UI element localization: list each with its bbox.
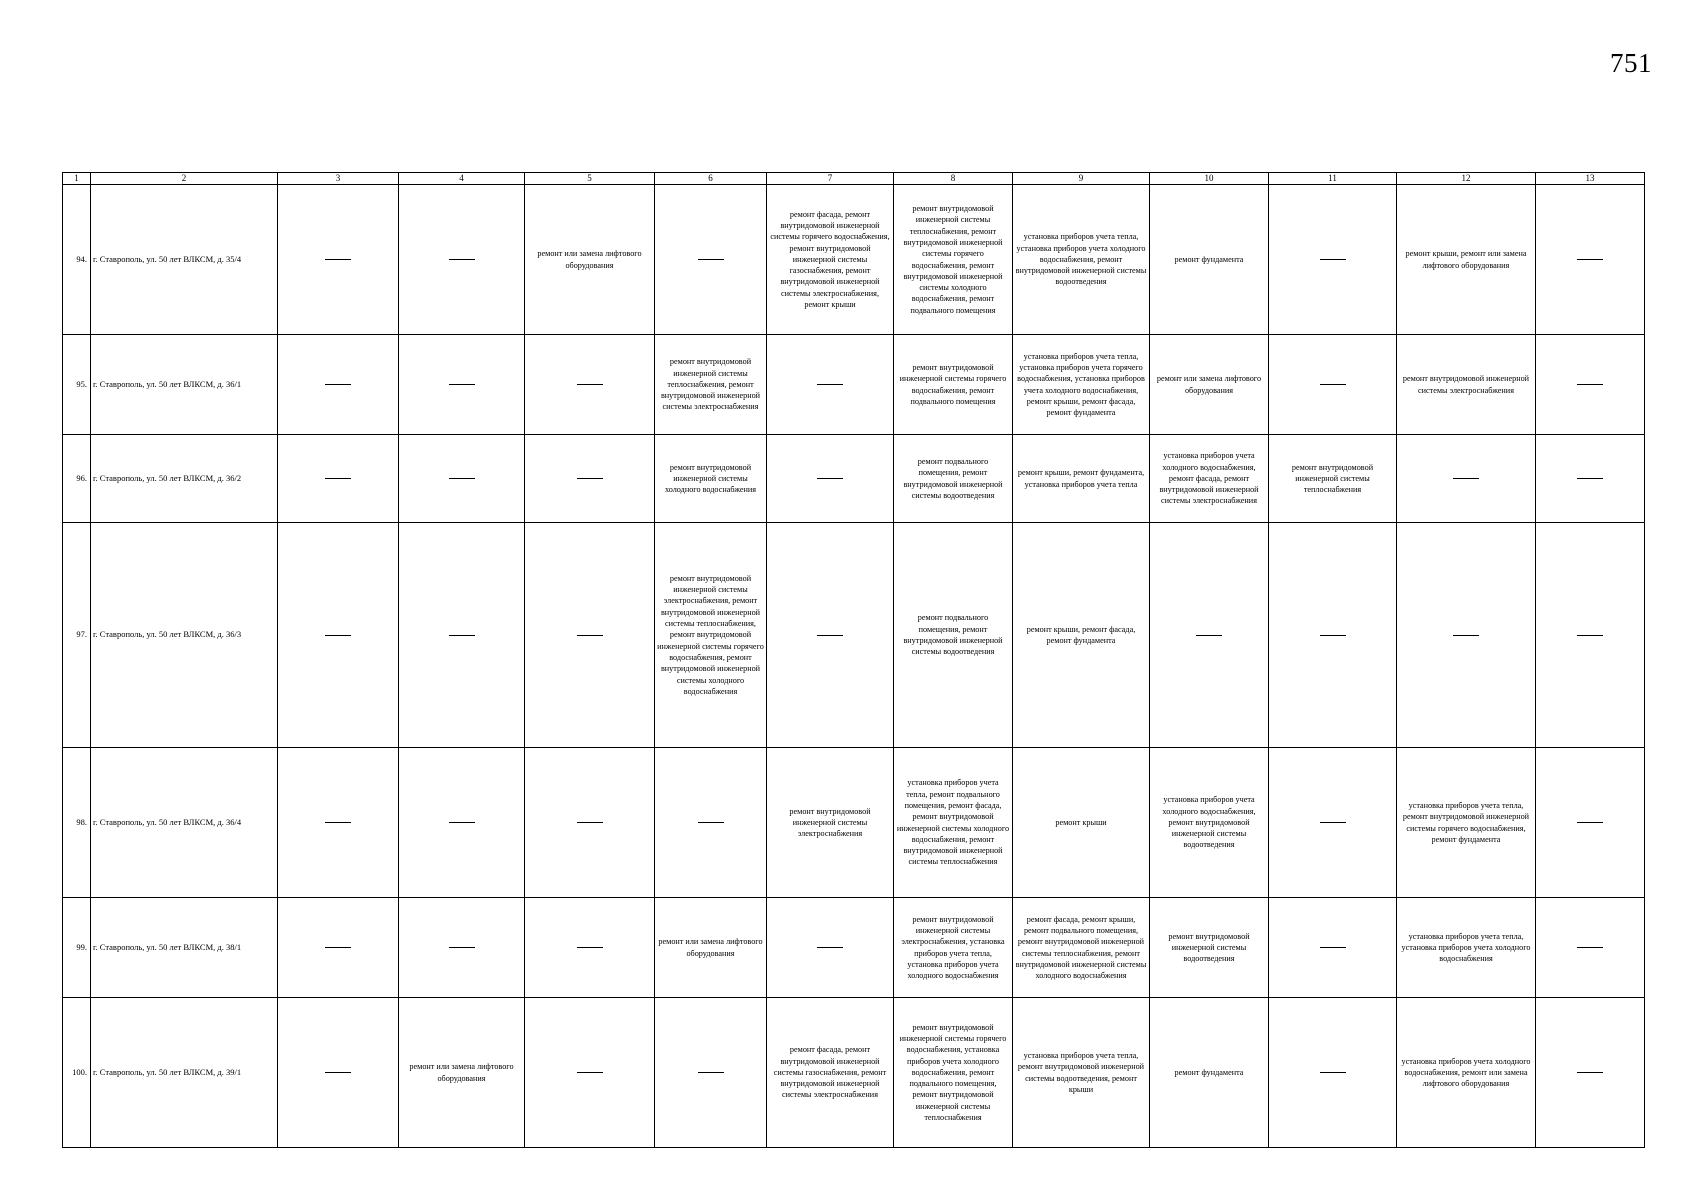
- dash-mark: [698, 822, 724, 823]
- work-cell: ремонт фундамента: [1150, 185, 1269, 335]
- work-cell: ремонт внутридомовой инженерной системы теплоснабжения: [1269, 435, 1397, 523]
- dash-mark: [325, 947, 351, 948]
- dash-mark: [325, 822, 351, 823]
- empty-cell: [1269, 335, 1397, 435]
- empty-cell: [1269, 748, 1397, 898]
- work-cell: ремонт крыши, ремонт фасада, ремонт фундамента: [1013, 523, 1150, 748]
- work-cell: ремонт внутридомовой инженерной системы электроснабжения, ремонт внутридомовой инженерной системы теплоснабжения, ремонт внутридомовой инженерной системы горячего водоснабжения, ремонт внутридомовой инженерной системы холодного водоснабжения: [655, 523, 767, 748]
- empty-cell: [767, 523, 894, 748]
- row-number: 95.: [63, 335, 91, 435]
- work-cell: ремонт внутридомовой инженерной системы электроснабжения: [1397, 335, 1536, 435]
- dash-mark: [1577, 822, 1603, 823]
- work-cell: ремонт фасада, ремонт крыши, ремонт подвального помещения, ремонт внутридомовой инженерной системы теплоснабжения, ремонт внутридомовой инженерной системы холодного водоснабжения: [1013, 898, 1150, 998]
- empty-cell: [278, 998, 399, 1148]
- work-cell: установка приборов учета холодного водоснабжения, ремонт фасада, ремонт внутридомовой инженерной системы электроснабжения: [1150, 435, 1269, 523]
- column-header: 4: [399, 173, 525, 185]
- empty-cell: [1536, 435, 1645, 523]
- dash-mark: [325, 1072, 351, 1073]
- table-row: [63, 998, 1645, 1148]
- column-header: 11: [1269, 173, 1397, 185]
- work-cell: ремонт внутридомовой инженерной системы теплоснабжения, ремонт внутридомовой инженерной системы электроснабжения: [655, 335, 767, 435]
- page-number: 751: [1610, 48, 1652, 78]
- work-cell: ремонт фасада, ремонт внутридомовой инженерной системы горячего водоснабжения, ремонт внутридомовой инженерной системы газоснабжения, ремонт внутридомовой инженерной системы электроснабжения, ремонт крыши: [767, 185, 894, 335]
- dash-mark: [698, 1072, 724, 1073]
- empty-cell: [767, 335, 894, 435]
- dash-mark: [325, 259, 351, 260]
- dash-mark: [577, 947, 603, 948]
- empty-cell: [399, 435, 525, 523]
- work-cell: установка приборов учета тепла, установка приборов учета горячего водоснабжения, установка приборов учета холодного водоснабжения, ремонт крыши, ремонт фасада, ремонт фундамента: [1013, 335, 1150, 435]
- dash-mark: [817, 478, 843, 479]
- work-cell: ремонт или замена лифтового оборудования: [655, 898, 767, 998]
- column-header: 12: [1397, 173, 1536, 185]
- dash-mark: [1577, 947, 1603, 948]
- row-number: 98.: [63, 748, 91, 898]
- address-cell: г. Ставрополь, ул. 50 лет ВЛКСМ, д. 36/2: [91, 435, 278, 523]
- dash-mark: [1320, 259, 1346, 260]
- address-cell: г. Ставрополь, ул. 50 лет ВЛКСМ, д. 36/4: [91, 748, 278, 898]
- dash-mark: [1577, 259, 1603, 260]
- work-cell: ремонт или замена лифтового оборудования: [1150, 335, 1269, 435]
- dash-mark: [449, 635, 475, 636]
- empty-cell: [278, 435, 399, 523]
- empty-cell: [525, 335, 655, 435]
- dash-mark: [1320, 947, 1346, 948]
- dash-mark: [449, 947, 475, 948]
- table-row: [63, 748, 1645, 898]
- column-header: 10: [1150, 173, 1269, 185]
- empty-cell: [1269, 898, 1397, 998]
- empty-cell: [1269, 998, 1397, 1148]
- dash-mark: [1453, 478, 1479, 479]
- empty-cell: [655, 748, 767, 898]
- empty-cell: [278, 748, 399, 898]
- address-cell: г. Ставрополь, ул. 50 лет ВЛКСМ, д. 35/4: [91, 185, 278, 335]
- empty-cell: [399, 523, 525, 748]
- work-cell: ремонт внутридомовой инженерной системы электроснабжения, установка приборов учета тепла, установка приборов учета холодного водоснабжения: [894, 898, 1013, 998]
- empty-cell: [767, 435, 894, 523]
- empty-cell: [525, 998, 655, 1148]
- empty-cell: [525, 748, 655, 898]
- repair-schedule-table: [62, 172, 1645, 1148]
- dash-mark: [325, 478, 351, 479]
- work-cell: ремонт или замена лифтового оборудования: [399, 998, 525, 1148]
- work-cell: установка приборов учета тепла, установка приборов учета холодного водоснабжения: [1397, 898, 1536, 998]
- empty-cell: [1269, 185, 1397, 335]
- dash-mark: [449, 384, 475, 385]
- work-cell: ремонт внутридомовой инженерной системы холодного водоснабжения: [655, 435, 767, 523]
- empty-cell: [1536, 748, 1645, 898]
- work-cell: ремонт внутридомовой инженерной системы горячего водоснабжения, установка приборов учета холодного водоснабжения, ремонт подвального помещения, ремонт внутридомовой инженерной системы теплоснабжения: [894, 998, 1013, 1148]
- work-cell: ремонт крыши, ремонт или замена лифтового оборудования: [1397, 185, 1536, 335]
- empty-cell: [1536, 335, 1645, 435]
- dash-mark: [698, 259, 724, 260]
- table-row: [63, 898, 1645, 998]
- dash-mark: [1320, 384, 1346, 385]
- row-number: 99.: [63, 898, 91, 998]
- column-header: 6: [655, 173, 767, 185]
- column-header: 2: [91, 173, 278, 185]
- empty-cell: [399, 748, 525, 898]
- address-cell: г. Ставрополь, ул. 50 лет ВЛКСМ, д. 36/1: [91, 335, 278, 435]
- dash-mark: [577, 1072, 603, 1073]
- dash-mark: [577, 384, 603, 385]
- dash-mark: [817, 635, 843, 636]
- empty-cell: [278, 523, 399, 748]
- empty-cell: [767, 898, 894, 998]
- empty-cell: [1150, 523, 1269, 748]
- dash-mark: [1577, 1072, 1603, 1073]
- empty-cell: [1536, 185, 1645, 335]
- work-cell: ремонт фундамента: [1150, 998, 1269, 1148]
- work-cell: ремонт или замена лифтового оборудования: [525, 185, 655, 335]
- work-cell: установка приборов учета тепла, ремонт подвального помещения, ремонт фасада, ремонт внутридомовой инженерной системы холодного водоснабжения, ремонт внутридомовой инженерной системы теплоснабжения: [894, 748, 1013, 898]
- dash-mark: [1320, 635, 1346, 636]
- column-header: 5: [525, 173, 655, 185]
- work-cell: установка приборов учета тепла, ремонт внутридомовой инженерной системы горячего водоснабжения, ремонт фундамента: [1397, 748, 1536, 898]
- row-number: 100.: [63, 998, 91, 1148]
- dash-mark: [449, 259, 475, 260]
- work-cell: ремонт подвального помещения, ремонт внутридомовой инженерной системы водоотведения: [894, 435, 1013, 523]
- column-header: 1: [63, 173, 91, 185]
- column-number-row: [63, 173, 1645, 185]
- work-cell: установка приборов учета холодного водоснабжения, ремонт или замена лифтового оборудования: [1397, 998, 1536, 1148]
- empty-cell: [525, 523, 655, 748]
- address-cell: г. Ставрополь, ул. 50 лет ВЛКСМ, д. 36/3: [91, 523, 278, 748]
- empty-cell: [1397, 435, 1536, 523]
- dash-mark: [577, 478, 603, 479]
- dash-mark: [325, 635, 351, 636]
- table-row: [63, 335, 1645, 435]
- address-cell: г. Ставрополь, ул. 50 лет ВЛКСМ, д. 39/1: [91, 998, 278, 1148]
- work-cell: установка приборов учета тепла, ремонт внутридомовой инженерной системы водоотведения, ремонт крыши: [1013, 998, 1150, 1148]
- dash-mark: [817, 384, 843, 385]
- work-cell: ремонт внутридомовой инженерной системы теплоснабжения, ремонт внутридомовой инженерной системы горячего водоснабжения, ремонт внутридомовой инженерной системы холодного водоснабжения, ремонт подвального помещения: [894, 185, 1013, 335]
- work-cell: установка приборов учета холодного водоснабжения, ремонт внутридомовой инженерной системы водоотведения: [1150, 748, 1269, 898]
- empty-cell: [525, 898, 655, 998]
- row-number: 96.: [63, 435, 91, 523]
- dash-mark: [325, 384, 351, 385]
- column-header: 9: [1013, 173, 1150, 185]
- work-cell: ремонт внутридомовой инженерной системы электроснабжения: [767, 748, 894, 898]
- empty-cell: [1536, 898, 1645, 998]
- dash-mark: [1577, 635, 1603, 636]
- empty-cell: [1536, 998, 1645, 1148]
- repair-schedule-table-wrap: [62, 172, 1645, 1148]
- dash-mark: [1320, 1072, 1346, 1073]
- empty-cell: [399, 898, 525, 998]
- dash-mark: [1196, 635, 1222, 636]
- empty-cell: [655, 185, 767, 335]
- work-cell: установка приборов учета тепла, установка приборов учета холодного водоснабжения, ремонт внутридомовой инженерной системы водоотведения: [1013, 185, 1150, 335]
- empty-cell: [525, 435, 655, 523]
- empty-cell: [1536, 523, 1645, 748]
- work-cell: ремонт внутридомовой инженерной системы водоотведения: [1150, 898, 1269, 998]
- work-cell: ремонт подвального помещения, ремонт внутридомовой инженерной системы водоотведения: [894, 523, 1013, 748]
- dash-mark: [817, 947, 843, 948]
- empty-cell: [278, 898, 399, 998]
- work-cell: ремонт внутридомовой инженерной системы горячего водоснабжения, ремонт подвального помещения: [894, 335, 1013, 435]
- dash-mark: [449, 822, 475, 823]
- dash-mark: [577, 822, 603, 823]
- empty-cell: [655, 998, 767, 1148]
- empty-cell: [1269, 523, 1397, 748]
- table-body: [63, 185, 1645, 1148]
- work-cell: ремонт крыши: [1013, 748, 1150, 898]
- empty-cell: [399, 185, 525, 335]
- column-header: 13: [1536, 173, 1645, 185]
- dash-mark: [449, 478, 475, 479]
- empty-cell: [399, 335, 525, 435]
- work-cell: ремонт фасада, ремонт внутридомовой инженерной системы газоснабжения, ремонт внутридомовой инженерной системы электроснабжения: [767, 998, 894, 1148]
- row-number: 94.: [63, 185, 91, 335]
- row-number: 97.: [63, 523, 91, 748]
- table-row: [63, 435, 1645, 523]
- column-header: 3: [278, 173, 399, 185]
- table-row: [63, 185, 1645, 335]
- dash-mark: [577, 635, 603, 636]
- dash-mark: [1453, 635, 1479, 636]
- empty-cell: [278, 185, 399, 335]
- empty-cell: [278, 335, 399, 435]
- table-row: [63, 523, 1645, 748]
- work-cell: ремонт крыши, ремонт фундамента, установка приборов учета тепла: [1013, 435, 1150, 523]
- column-header: 8: [894, 173, 1013, 185]
- dash-mark: [1577, 478, 1603, 479]
- address-cell: г. Ставрополь, ул. 50 лет ВЛКСМ, д. 38/1: [91, 898, 278, 998]
- dash-mark: [1577, 384, 1603, 385]
- column-header: 7: [767, 173, 894, 185]
- empty-cell: [1397, 523, 1536, 748]
- dash-mark: [1320, 822, 1346, 823]
